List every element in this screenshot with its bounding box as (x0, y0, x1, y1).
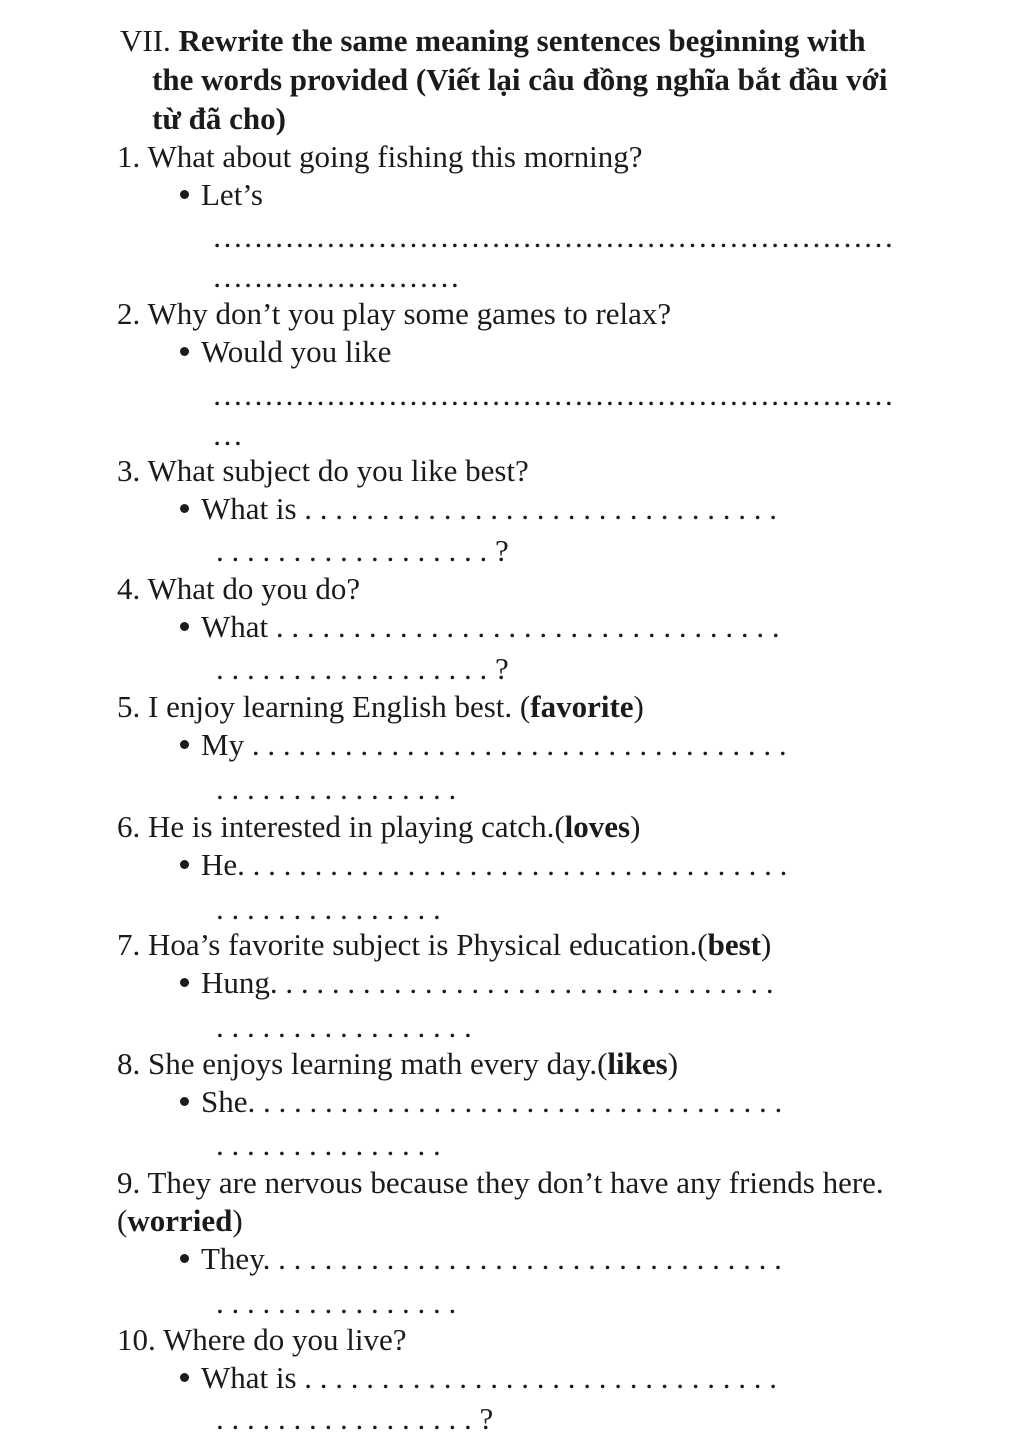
question-6 (117, 808, 640, 846)
answer-start-text-5: My . . . . . . . . . . . . . . . . . . . . . . . . . . . . . . . . . . . (201, 727, 787, 762)
question-8 (117, 1045, 678, 1083)
question-9-keyword: worried (127, 1203, 233, 1238)
question-6-keyword: loves (564, 809, 631, 844)
question-8-text: 8. She enjoys learning math every day.( (117, 1046, 608, 1081)
answer-start-text-10: What is . . . . . . . . . . . . . . . . . . . . . . . . . . . . . . . (201, 1360, 778, 1395)
section-heading-line1 (120, 22, 866, 60)
answer-start-3[interactable] (180, 490, 777, 528)
question-7 (117, 926, 771, 964)
bullet-icon (180, 860, 189, 869)
answer-blank-1a[interactable]: ………………………………………………………… (212, 219, 894, 254)
answer-start-9[interactable] (180, 1240, 782, 1278)
question-6-text: 6. He is interested in playing catch.( (117, 809, 565, 844)
answer-start-text-6: He. . . . . . . . . . . . . . . . . . . . . . . . . . . . . . . . . . . . (201, 847, 788, 882)
question-7-keyword: best (707, 927, 761, 962)
answer-blank-5b[interactable]: . . . . . . . . . . . . . . . . (216, 771, 457, 806)
bullet-icon (180, 622, 189, 631)
question-9-close: ) (232, 1203, 243, 1238)
section-heading-line3 (152, 100, 286, 138)
section-title-line1: Rewrite the same meaning sentences beginning with (178, 23, 866, 58)
answer-start-1 (180, 176, 263, 214)
answer-start-2 (180, 333, 391, 371)
bullet-icon (180, 504, 189, 513)
answer-start-text-4: What . . . . . . . . . . . . . . . . . . . . . . . . . . . . . . . . . (201, 609, 780, 644)
answer-start-text-2: Would you like (201, 334, 392, 369)
question-6-close: ) (630, 809, 641, 844)
bullet-icon (180, 1097, 189, 1106)
question-8-keyword: likes (607, 1046, 668, 1081)
answer-start-text-9: They. . . . . . . . . . . . . . . . . . . . . . . . . . . . . . . . . . (201, 1241, 782, 1276)
answer-blank-2b[interactable]: … (212, 417, 243, 452)
answer-start-8[interactable] (180, 1083, 782, 1121)
answer-start-5[interactable] (180, 726, 787, 764)
question-5-close: ) (633, 689, 644, 724)
answer-blank-2a[interactable]: ………………………………………………………… (212, 377, 894, 412)
answer-blank-10b[interactable]: . . . . . . . . . . . . . . . . . ? (216, 1401, 494, 1436)
question-10: 10. Where do you live? (117, 1322, 407, 1357)
bullet-icon (180, 1373, 189, 1382)
question-5 (117, 688, 644, 726)
answer-blank-6b[interactable]: . . . . . . . . . . . . . . . (216, 891, 441, 926)
answer-start-text-1: Let’s (201, 177, 263, 212)
bullet-icon (180, 978, 189, 987)
bullet-icon (180, 740, 189, 749)
answer-start-7[interactable] (180, 964, 774, 1002)
answer-start-text-3: What is . . . . . . . . . . . . . . . . . . . . . . . . . . . . . . . (201, 491, 778, 526)
answer-start-10[interactable] (180, 1359, 777, 1397)
question-8-close: ) (667, 1046, 679, 1081)
answer-start-6[interactable] (180, 846, 787, 884)
answer-blank-9b[interactable]: . . . . . . . . . . . . . . . . (216, 1285, 457, 1320)
question-5-keyword: favorite (530, 689, 634, 724)
bullet-icon (180, 1254, 189, 1263)
answer-start-4[interactable] (180, 608, 780, 646)
answer-blank-1b[interactable]: …………………… (212, 259, 460, 294)
answer-start-text-8: She. . . . . . . . . . . . . . . . . . . . . . . . . . . . . . . . . . . (201, 1084, 783, 1119)
section-title-line2: the words provided (Viết lại câu đồng nghĩa bắt đầu với (152, 62, 888, 97)
question-4: 4. What do you do? (117, 571, 361, 606)
answer-blank-3b[interactable]: . . . . . . . . . . . . . . . . . . ? (216, 533, 509, 568)
question-5-text: 5. I enjoy learning English best. ( (117, 689, 531, 724)
section-title-line3: từ đã cho) (152, 101, 286, 136)
question-7-close: ) (760, 927, 772, 962)
question-1: 1. What about going fishing this morning? (117, 139, 643, 174)
section-number: VII. (120, 23, 171, 58)
section-heading-line2 (152, 61, 887, 99)
question-2: 2. Why don’t you play some games to relax? (117, 296, 672, 331)
answer-start-text-7: Hung. . . . . . . . . . . . . . . . . . . . . . . . . . . . . . . . . (201, 965, 774, 1000)
bullet-icon (180, 190, 189, 199)
answer-blank-8b[interactable]: . . . . . . . . . . . . . . . (216, 1127, 441, 1162)
question-7-text: 7. Hoa’s favorite subject is Physical education.( (117, 927, 708, 962)
answer-blank-4b[interactable]: . . . . . . . . . . . . . . . . . . ? (216, 651, 509, 686)
question-9: 9. They are nervous because they don’t have any friends here. (117, 1165, 884, 1200)
bullet-icon (180, 347, 189, 356)
question-3: 3. What subject do you like best? (117, 453, 529, 488)
answer-blank-7b[interactable]: . . . . . . . . . . . . . . . . . (216, 1009, 472, 1044)
question-9-line2 (117, 1202, 243, 1240)
question-9-open: ( (117, 1203, 128, 1238)
